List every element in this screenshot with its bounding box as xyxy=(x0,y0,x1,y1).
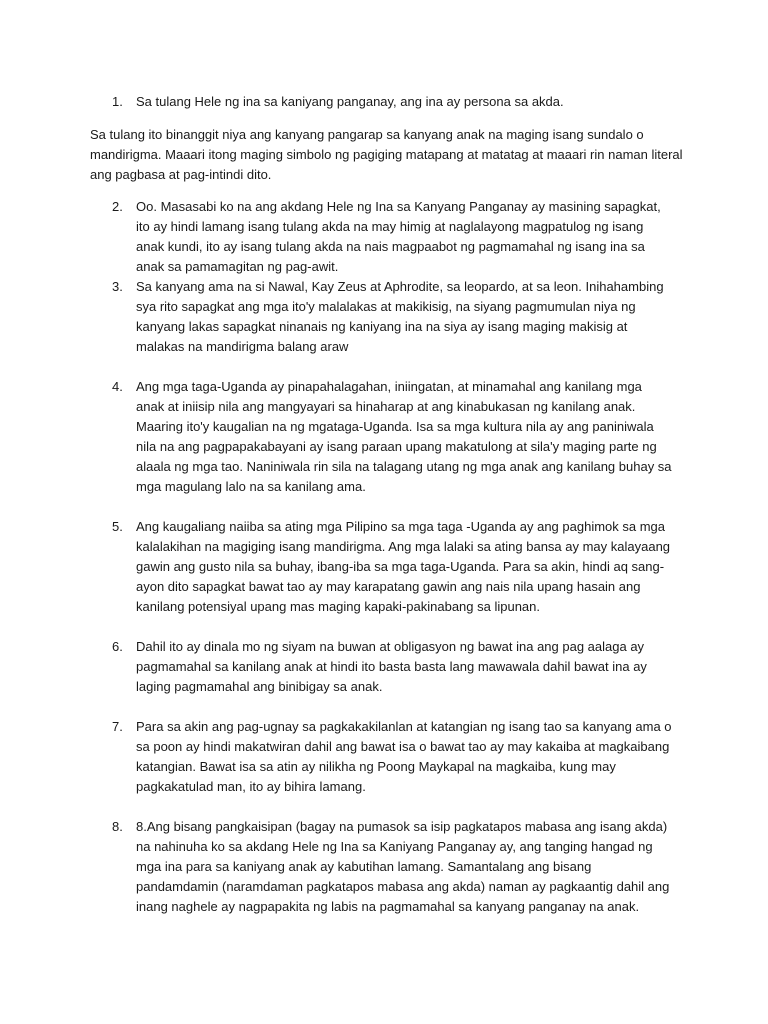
list-text: 8.Ang bisang pangkaisipan (bagay na pumasok sa isip pagkatapos mabasa ang isang akda) na nahinuha ko sa akdang Hele ng Ina sa Kaniyang Panganay ay, ang tanging hangad ng mga ina para sa kaniyang anak ay kabutihan lamang. Samantalang ang bisang pandamdamin (naramdaman pagkatapos mabasa ang akda) naman ay pagkaantig dahil ang inang naghele ay nagpapakita ng labis na pagmamahal sa kanyang panganay na anak. xyxy=(136,819,670,914)
list-number: 5. xyxy=(112,519,123,534)
list-number: 3. xyxy=(112,279,123,294)
list-text: Oo. Masasabi ko na ang akdang Hele ng Ina sa Kanyang Panganay ay masining sapagkat, ito ay hindi lamang isang tulang akda na may himig at naglalayong magpatulog ng isang anak kundi, ito ay isang tulang akda na nais magpaabot ng pagmamahal ng isang ina sa anak sa pamamagitan ng pag-awit. xyxy=(136,199,661,274)
list-item-1 xyxy=(112,92,672,112)
list-item-2 xyxy=(112,197,672,277)
list-text: Dahil ito ay dinala mo ng siyam na buwan at obligasyon ng bawat ina ang pag aalaga ay pagmamahal sa kanilang anak at hindi ito basta basta lang mawawala dahil bawat ina ay laging pagmamahal ang binibigay sa anak. xyxy=(136,639,647,694)
list-text: Para sa akin ang pag-ugnay sa pagkakakilanlan at katangian ng isang tao sa kanyang ama o sa poon ay hindi makatwiran dahil ang bawat isa o bawat tao ay may kakaiba at magkaibang katangian. Bawat isa sa atin ay nilikha ng Poong Maykapal na magkaiba, kung may pagkakatulad man, ito ay bihira lamang. xyxy=(136,719,672,794)
list-number: 8. xyxy=(112,819,123,834)
list-text: Sa tulang Hele ng ina sa kaniyang panganay, ang ina ay persona sa akda. xyxy=(136,94,564,109)
list-number: 1. xyxy=(112,94,123,109)
list-number: 6. xyxy=(112,639,123,654)
list-item-3 xyxy=(112,277,672,357)
list-number: 7. xyxy=(112,719,123,734)
list-item-4 xyxy=(112,377,672,497)
list-number: 4. xyxy=(112,379,123,394)
list-item-6 xyxy=(112,637,672,697)
list-item-5 xyxy=(112,517,672,617)
intro-paragraph: Sa tulang ito binanggit niya ang kanyang pangarap sa kanyang anak na maging isang sundalo o mandirigma. Maaari itong maging simbolo ng pagiging matapang at matatag at maaari rin naman literal ang pagbasa at pag-intindi dito. xyxy=(90,127,683,182)
list-number: 2. xyxy=(112,199,123,214)
list-text: Sa kanyang ama na si Nawal, Kay Zeus at Aphrodite, sa leopardo, at sa leon. Inihahambing sya rito sapagkat ang mga ito'y malalakas at makikisig, na siyang pagmumulan niya ng kanyang lakas sapagkat ninanais ng kaniyang ina na siya ay isang maging makisig at malakas na mandirigma balang araw xyxy=(136,279,664,354)
list-item-8 xyxy=(112,817,672,917)
list-text: Ang mga taga-Uganda ay pinapahalagahan, iniingatan, at minamahal ang kanilang mga anak at iniisip nila ang mangyayari sa hinaharap at ang kinabukasan ng kanilang anak. Maaring ito'y kaugalian na ng mgataga-Uganda. Isa sa mga kultura nila ay ang paniniwala nila na ang pagpapakabayani ay isang paraan upang makatulong at sila'y maging parte ng alaala ng mga tao. Naniniwala rin sila na talagang utang ng mga anak ang kanilang buhay sa mga magulang lalo na sa kanilang ama. xyxy=(136,379,672,494)
list-text: Ang kaugaliang naiiba sa ating mga Pilipino sa mga taga -Uganda ay ang paghimok sa mga kalalakihan na magiging isang mandirigma. Ang mga lalaki sa ating bansa ay may kalayaang gawin ang gusto nila sa buhay, ibang-iba sa mga taga-Uganda. Para sa akin, hindi aq sang-ayon dito sapagkat bawat tao ay may karapatang gawin ang nais nila upang hasain ang kanilang potensiyal upang mas maging kapaki-pakinabang sa lipunan. xyxy=(136,519,671,614)
list-item-7 xyxy=(112,717,672,797)
